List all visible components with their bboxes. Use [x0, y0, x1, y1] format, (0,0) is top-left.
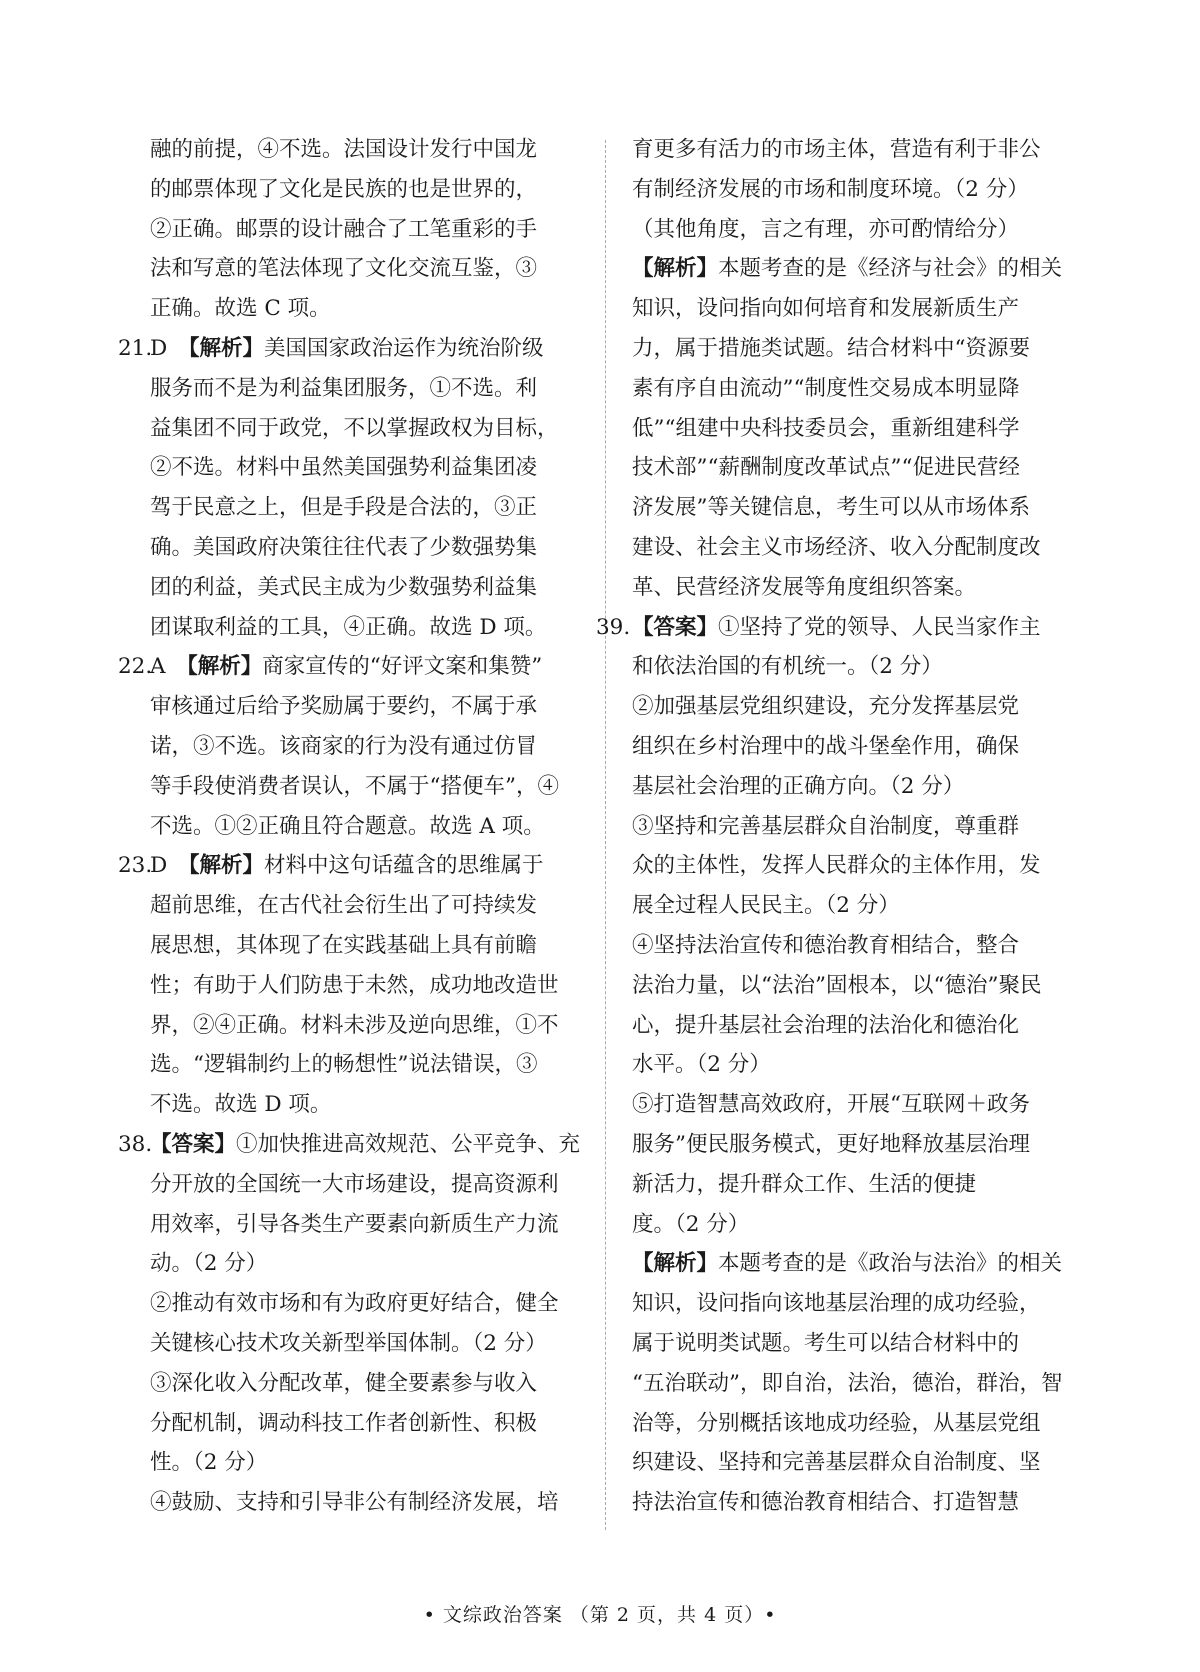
text-line: ②加强基层党组织建设，充分发挥基层党: [632, 694, 1020, 720]
text-line: 育更多有活力的市场主体，营造有利于非公: [632, 137, 1041, 162]
text-line: 超前思维，在古代社会衍生出了可持续发: [150, 893, 538, 919]
question-22-first-line: [118, 647, 580, 687]
text-line: 有制经济发展的市场和制度环境。（2 分）: [632, 176, 1029, 202]
text-line: 选。“逻辑制约上的畅想性”说法错误，③: [150, 1052, 538, 1078]
page-footer: • 文综政治答案 （第 2 页，共 4 页）•: [423, 1604, 777, 1626]
question-39-analysis-first-line: [632, 1244, 1094, 1284]
text-line: 治等，分别概括该地成功经验，从基层党组: [632, 1410, 1041, 1436]
text-line: 团的利益，美式民主成为少数强势利益集: [150, 574, 538, 600]
text-line: 展全过程人民民主。（2 分）: [632, 893, 900, 919]
question-39-first-line: [596, 608, 1094, 648]
text-line: 和依法治国的有机统一。（2 分）: [632, 654, 943, 680]
text-segment: ①加快推进高效规范、公平竞争、充: [236, 1131, 581, 1157]
text-line: 知识，设问指向该地基层治理的成功经验，: [632, 1291, 1041, 1317]
text-line: 益集团不同于政党，不以掌握政权为目标，: [150, 415, 559, 441]
left-column: [118, 130, 580, 1523]
text-line: 关键核心技术攻关新型举国体制。（2 分）: [150, 1330, 547, 1356]
question-38-first-line: [118, 1125, 580, 1165]
text-line: ②推动有效市场和有为政府更好结合，健全: [150, 1291, 559, 1317]
text-segment: 本题考查的是《经济与社会》的相关: [718, 256, 1063, 282]
text-line: 用效率，引导各类生产要素向新质生产力流: [150, 1211, 559, 1237]
text-segment: ①坚持了党的领导、人民当家作主: [718, 614, 1041, 640]
text-line: 不选。故选 D 项。: [150, 1092, 332, 1118]
text-line: ④坚持法治宣传和德治教育相结合，整合: [632, 932, 1020, 958]
text-line: 服务而不是为利益集团服务，①不选。利: [150, 375, 538, 401]
text-line: 革、民营经济发展等角度组织答案。: [632, 574, 977, 600]
text-line: 组织在乡村治理中的战斗堡垒作用，确保: [632, 733, 1020, 759]
text-line: ④鼓励、支持和引导非公有制经济发展，培: [150, 1490, 559, 1516]
question-21-first-line: [118, 329, 580, 369]
text-line: 融的前提，④不选。法国设计发行中国龙: [150, 137, 538, 162]
text-line: 驾于民意之上，但是手段是合法的，③正: [150, 495, 538, 521]
text-line: 确。美国政府决策往往代表了少数强势集: [150, 534, 538, 560]
text-line: 素有序自由流动”“制度性交易成本明显降: [632, 375, 1020, 401]
text-line: 力，属于措施类试题。结合材料中“资源要: [632, 335, 1030, 361]
text-line: 基层社会治理的正确方向。（2 分）: [632, 773, 965, 799]
text-line: 诺，③不选。该商家的行为没有通过仿冒: [150, 733, 538, 759]
text-line: 织建设、坚持和完善基层群众自治制度、坚: [632, 1450, 1041, 1476]
text-line: “五治联动”，即自治，法治，德治，群治，智: [632, 1370, 1063, 1396]
text-line: 技术部”“薪酬制度改革试点”“促进民营经: [632, 455, 1020, 481]
text-line: 持法治宣传和德治教育相结合、打造智慧: [632, 1490, 1020, 1516]
question-number: 38.: [118, 1131, 153, 1157]
text-line: 的邮票体现了文化是民族的也是世界的，: [150, 176, 538, 202]
text-line: 知识，设问指向如何培育和发展新质生产: [632, 296, 1020, 322]
text-line: 服务”便民服务模式，更好地释放基层治理: [632, 1131, 1030, 1157]
column-divider: [605, 140, 606, 1530]
text-line: 正确。故选 C 项。: [150, 296, 331, 322]
text-line: 动。（2 分）: [150, 1251, 268, 1277]
text-line: ③坚持和完善基层群众自治制度，尊重群: [632, 813, 1020, 839]
text-line: 团谋取利益的工具，④正确。故选 D 项。: [150, 614, 547, 640]
text-line: 性。（2 分）: [150, 1450, 268, 1476]
answer-letter: A: [150, 654, 188, 680]
text-line: 分开放的全国统一大市场建设，提高资源利: [150, 1171, 559, 1197]
text-line: 审核通过后给予奖励属于要约，不属于承: [150, 694, 538, 720]
text-line: 法和写意的笔法体现了文化交流互鉴，③: [150, 256, 538, 282]
question-number: 23.: [118, 853, 153, 879]
text-line: 新活力，提升群众工作、生活的便捷: [632, 1171, 977, 1197]
analysis-tag: 【解析】: [632, 1251, 719, 1277]
analysis-tag: 【解析】: [187, 654, 263, 680]
answer-letter: D: [150, 853, 189, 879]
text-line: 水平。（2 分）: [632, 1052, 771, 1078]
answer-tag: 【答案】: [150, 1131, 237, 1157]
text-line: 不选。①②正确且符合题意。故选 A 项。: [150, 813, 545, 839]
question-number: 21.: [118, 335, 153, 361]
text-line: 众的主体性，发挥人民群众的主体作用，发: [632, 853, 1041, 879]
analysis-tag: 【解析】: [188, 853, 265, 879]
answer-letter: D: [150, 335, 189, 361]
analysis-tag: 【解析】: [188, 335, 265, 361]
text-line: 性；有助于人们防患于未然，成功地改造世: [150, 972, 559, 998]
text-line: 低”“组建中央科技委员会，重新组建科学: [632, 415, 1020, 441]
text-segment: 本题考查的是《政治与法治》的相关: [718, 1251, 1063, 1277]
question-38-analysis-first-line: [632, 249, 1094, 289]
text-line: 展思想，其体现了在实践基础上具有前瞻: [150, 932, 538, 958]
text-line: 界，②④正确。材料未涉及逆向思维，①不: [150, 1012, 559, 1038]
text-line: （其他角度，言之有理，亦可酌情给分）: [632, 216, 1020, 242]
question-number: 22.: [118, 654, 153, 680]
text-line: ②不选。材料中虽然美国强势利益集团凌: [150, 455, 538, 481]
text-line: 属于说明类试题。考生可以结合材料中的: [632, 1330, 1020, 1356]
text-line: 心，提升基层社会治理的法治化和德治化: [632, 1012, 1020, 1038]
text-segment: 美国国家政治运作为统治阶级: [264, 335, 544, 361]
question-23-first-line: [118, 846, 580, 886]
question-number: 39.: [596, 614, 631, 640]
answer-tag: 【答案】: [632, 614, 719, 640]
analysis-tag: 【解析】: [632, 256, 719, 282]
text-segment: 商家宣传的“好评文案和集赞”: [262, 654, 543, 680]
text-line: 等手段使消费者误认，不属于“搭便车”，④: [150, 773, 559, 799]
text-segment: 材料中这句话蕴含的思维属于: [264, 853, 544, 879]
right-column: [596, 130, 1094, 1523]
text-line: ⑤打造智慧高效政府，开展“互联网＋政务: [632, 1092, 1030, 1118]
text-line: 济发展”等关键信息，考生可以从市场体系: [632, 495, 1030, 521]
text-line: 度。（2 分）: [632, 1211, 750, 1237]
text-line: 法治力量，以“法治”固根本，以“德治”聚民: [632, 972, 1042, 998]
text-line: 分配机制，调动科技工作者创新性、积极: [150, 1410, 538, 1436]
text-line: 建设、社会主义市场经济、收入分配制度改: [632, 534, 1041, 560]
text-line: ②正确。邮票的设计融合了工笔重彩的手: [150, 216, 538, 242]
text-line: ③深化收入分配改革，健全要素参与收入: [150, 1370, 538, 1396]
